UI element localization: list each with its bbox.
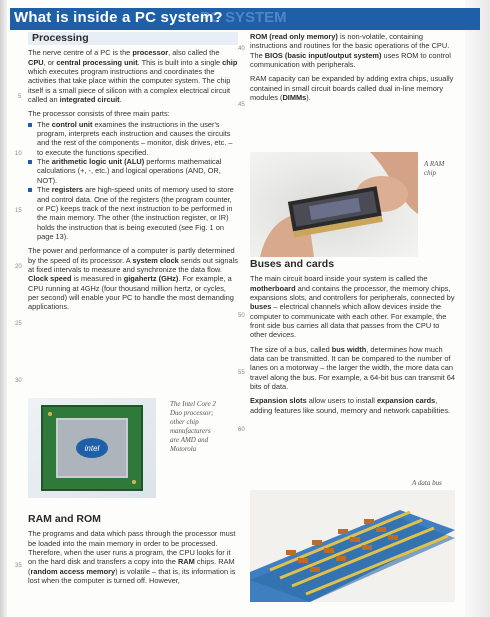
data-bus-photo [250,490,455,602]
processing-paragraph-2: The processor consists of three main parts: [28,109,170,119]
line-number: 55 [238,370,245,376]
line-number: 60 [238,427,245,433]
line-number: 35 [15,563,22,569]
line-number: 30 [15,378,22,384]
caption-line: chip [424,169,437,177]
left-column [28,32,238,317]
data-bus-illustration [250,490,455,602]
caption-line: other chip [170,418,199,426]
page-spine [465,0,490,617]
buses-heading: Buses and cards [250,258,335,270]
line-number: 25 [15,321,22,327]
ram-heading: RAM and ROM [28,513,101,525]
line-number: 50 [238,313,245,319]
cpu-caption [170,400,230,454]
buses-paragraph-3: Expansion slots allow users to install expansion cards, adding features like sound, memory and network capabilities. [250,396,451,415]
caption-line: A RAM [424,160,445,168]
ram-chip-photo [250,152,418,257]
data-bus-caption: A data bus [412,479,442,487]
ram-chip-illustration [250,152,418,257]
buses-paragraph-1: The main circuit board inside your system is called the motherboard and contains the processor, the memory chips, expansions slots, and controllers for peripherals, connected by buses – electrical channels which allow devices inside the computer to communicate with each other. For example, the front side bus carries all data that passes from the CPU to other devices. [250,274,455,340]
rom-paragraph-2: RAM capacity can be expanded by adding extra chips, usually contained in small circuit boards called dual in-line memory modules (DIMMs). [250,74,454,103]
buses-section [250,258,455,420]
intel-logo: intel [84,444,100,453]
ram-section [28,513,238,590]
list-item: The arithmetic logic unit (ALU) performs mathematical calculations (+, -, etc.) and logical operations (AND, OR, NOT). [28,157,238,185]
list-item: The registers are high-speed units of memory used to store and control data. One of the registers (the program counter, or PC) keeps track of the next instruction to be performed in the main memory. The other (the instruction register, or IR) holds the instruction that is being executed (see Fig. 1 on page 13). [28,185,238,241]
cpu-photo [28,398,156,498]
banner-watermark: PC SYSTEM [200,9,287,26]
line-number: 5 [18,94,22,100]
caption-line: The Intel Core 2 [170,400,216,408]
line-number: 10 [15,151,22,157]
page-title: What is inside a PC system? [14,9,223,26]
caption-line: Duo processor; [170,409,214,417]
line-number: 40 [238,46,245,52]
ram-paragraph-1: The programs and data which pass through the processor must be loaded into the main memory in order to be processed. Therefore, when the user runs a program, the CPU looks for it on the hard disk and transfers a copy into the RAM chips. RAM (random access memory) is volatile – that is, its information is lost when the computer is turned off. However, [28,529,236,586]
list-item: The control unit examines the instructions in the user's program, interprets each instruction and causes the circuits and the rest of the components – monitor, disk drives, etc. – to execute the functions specified. [28,120,238,157]
scan-edge [0,0,7,617]
processing-heading: Processing [28,32,238,45]
caption-line: manufacturers [170,427,211,435]
ram-chip-caption [424,160,464,178]
buses-paragraph-2: The size of a bus, called bus width, determines how much data can be transmitted. It can be compared to the number of lanes on a motorway – the larger the width, the more data can travel along the bus. For example, a 64-bit bus can transmit 64 bits of data. [250,344,455,392]
caption-line: are AMD and [170,436,209,444]
line-number: 15 [15,208,22,214]
cpu-chip-illustration [28,398,156,498]
line-number: 45 [238,102,245,108]
rom-paragraph-1: ROM (read only memory) is non-volatile, containing instructions and routines for the basic operations of the CPU. The BIOS (basic input/output system) uses ROM to control communication with peripherals. [250,32,451,70]
processing-paragraph-3: The power and performance of a computer is partly determined by the speed of its processor. A system clock sends out signals at fixed intervals to measure and synchronize the data flow. Clock speed is measured in gigahertz (GHz). For example, a CPU running at 4GHz (four thousand million hertz, or cycles, per second) will enable your PC to handle the most demanding applications. [28,246,238,312]
processing-paragraph-1: The nerve centre of a PC is the processor, also called the CPU, or central processing unit. This is built into a single chip which executes program instructions and coordinates the activities that take place within the computer system. The chip itself is a small piece of silicon with a complex electrical circuit called an integrated circuit. [28,48,238,105]
right-column [250,32,455,107]
processor-parts-list [28,120,238,241]
caption-line: Motorola [170,445,197,453]
line-number: 20 [15,264,22,270]
